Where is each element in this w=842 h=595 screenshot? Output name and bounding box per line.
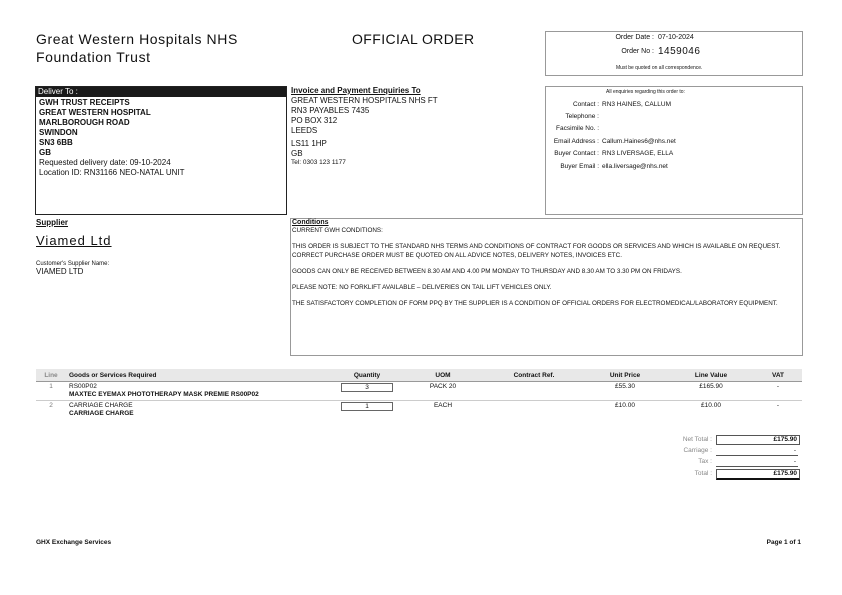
row-vat: - <box>776 383 780 390</box>
telephone-row: Telephone : <box>565 113 599 120</box>
condition-para: PLEASE NOTE: NO FORKLIFT AVAILABLE – DELIVERIES ON TAIL LIFT VEHICLES ONLY. <box>292 284 552 292</box>
row-quantity: 1 <box>334 401 400 420</box>
col-line: Line <box>36 369 66 382</box>
row-unit-price: £10.00 <box>615 402 635 410</box>
invoice-line: LEEDS <box>291 126 318 135</box>
deliver-line: SN3 6BB <box>39 138 73 147</box>
order-no-value: 1459046 <box>658 46 701 57</box>
row-line-value: £165.90 <box>699 383 723 390</box>
enquiries-note: All enquiries regarding this order to: <box>606 89 685 95</box>
order-date-label: Order Date : <box>615 34 654 41</box>
deliver-line: GWH TRUST RECEIPTS <box>39 98 130 107</box>
order-info-box <box>545 31 803 76</box>
row-uom: EACH <box>433 402 453 410</box>
col-vat: VAT <box>754 369 802 382</box>
condition-para: THE SATISFACTORY COMPLETION OF FORM PPQ BY THE SUPPLIER IS A CONDITION OF OFFICIAL ORDERS FOR ELECTROMEDICAL/LABORATORY EQUIPMENT. <box>292 300 778 308</box>
condition-para: CORRECT PURCHASE ORDER MUST BE QUOTED ON ALL ADVICE NOTES, DELIVERY NOTES, INVOICES ETC. <box>292 251 622 259</box>
contact-row: Contact : RN3 HAINES, CALLUM <box>572 101 671 108</box>
deliver-line: MARLBOROUGH ROAD <box>39 118 130 127</box>
supplier-section <box>36 218 112 276</box>
customer-supplier-name-value: VIAMED LTD <box>36 267 84 276</box>
facsimile-row: Facsimile No. : <box>556 125 599 132</box>
footer-left: GHX Exchange Services <box>36 539 112 546</box>
deliver-line: SWINDON <box>39 128 78 137</box>
requested-delivery-date: Requested delivery date: 09-10-2024 <box>39 158 171 167</box>
invoice-tel: Tel: 0303 123 1177 <box>291 159 346 166</box>
col-uom: UOM <box>400 369 486 382</box>
row-goods: RS00P02 MAXTEC EYEMAX PHOTOTHERAPY MASK PREMIE RS00P02 <box>69 383 259 399</box>
invoice-line: PO BOX 312 <box>291 116 338 125</box>
row-uom: PACK 20 <box>429 383 457 390</box>
trust-name <box>36 31 238 66</box>
table-row <box>36 382 802 401</box>
quote-note: Must be quoted on all correspondence. <box>616 65 703 71</box>
col-line-value: Line Value <box>668 369 754 382</box>
deliver-to-box <box>35 86 287 215</box>
col-quantity: Quantity <box>334 369 400 382</box>
row-unit-price: £55.30 <box>615 383 635 390</box>
net-total-row: Net Total : £175.90 <box>652 435 800 445</box>
buyer-contact-row: Buyer Contact : RN3 LIVERSAGE, ELLA <box>554 150 674 157</box>
condition-para: THIS ORDER IS SUBJECT TO THE STANDARD NHS TERMS AND CONDITIONS OF CONTRACT FOR GOODS OR SERVICES AND WHICH IS AVAILABLE ON REQUEST. <box>292 243 781 251</box>
invoice-header: Invoice and Payment Enquiries To <box>291 86 421 95</box>
row-contract-ref <box>486 401 582 420</box>
customer-supplier-name-label: Customer's Supplier Name: <box>36 261 110 267</box>
conditions-header: Conditions <box>292 219 329 226</box>
col-goods: Goods or Services Required <box>66 369 334 382</box>
invoice-line: GREAT WESTERN HOSPITALS NHS FT <box>291 96 438 105</box>
invoice-section <box>291 86 438 167</box>
condition-para: GOODS CAN ONLY BE RECEIVED BETWEEN 8.30 AM AND 4.00 PM MONDAY TO THURSDAY AND 8.30 AM TO 3.30 PM ON FRIDAYS. <box>292 267 682 275</box>
carriage-row: Carriage : - <box>683 447 796 454</box>
location-id: Location ID: RN31166 NEO-NATAL UNIT <box>39 168 185 177</box>
table-row <box>36 401 802 420</box>
deliver-to-header: Deliver To : <box>36 87 286 97</box>
trust-name-line-1: Great Western Hospitals NHS <box>36 31 238 47</box>
page-number: Page 1 of 1 <box>766 539 801 546</box>
conditions-box <box>290 218 803 356</box>
col-unit-price: Unit Price <box>582 369 668 382</box>
doc-title: OFFICIAL ORDER <box>352 31 475 47</box>
col-contract-ref: Contract Ref. <box>486 369 582 382</box>
order-date-value: 07-10-2024 <box>658 34 694 41</box>
trust-name-line-2: Foundation Trust <box>36 48 151 65</box>
email-row: Email Address : Callum.Haines6@nhs.net <box>553 138 676 145</box>
supplier-name: Viamed Ltd <box>36 233 112 248</box>
deliver-line: GREAT WESTERN HOSPITAL <box>39 108 151 117</box>
total-row: Total : £175.90 <box>652 469 800 480</box>
row-goods: CARRIAGE CHARGE CARRIAGE CHARGE <box>69 402 134 418</box>
row-line: 1 <box>49 383 53 390</box>
row-contract-ref <box>486 382 582 401</box>
supplier-header: Supplier <box>36 218 69 227</box>
row-quantity: 3 <box>334 382 400 401</box>
enquiries-box <box>545 86 803 215</box>
invoice-country: GB <box>291 149 303 158</box>
row-vat: - <box>776 402 780 410</box>
condition-para: CURRENT GWH CONDITIONS: <box>292 227 383 235</box>
table-header-row <box>36 369 802 382</box>
tax-row: Tax : - <box>698 458 796 465</box>
buyer-email-row: Buyer Email : ella.liversage@nhs.net <box>560 163 668 170</box>
row-line: 2 <box>49 402 53 410</box>
invoice-postcode: LS11 1HP <box>291 139 327 148</box>
order-no-label: Order No : <box>621 48 654 55</box>
invoice-line: RN3 PAYABLES 7435 <box>291 106 370 115</box>
order-items-table <box>36 369 802 420</box>
row-line-value: £10.00 <box>701 402 721 410</box>
deliver-line: GB <box>39 148 51 157</box>
